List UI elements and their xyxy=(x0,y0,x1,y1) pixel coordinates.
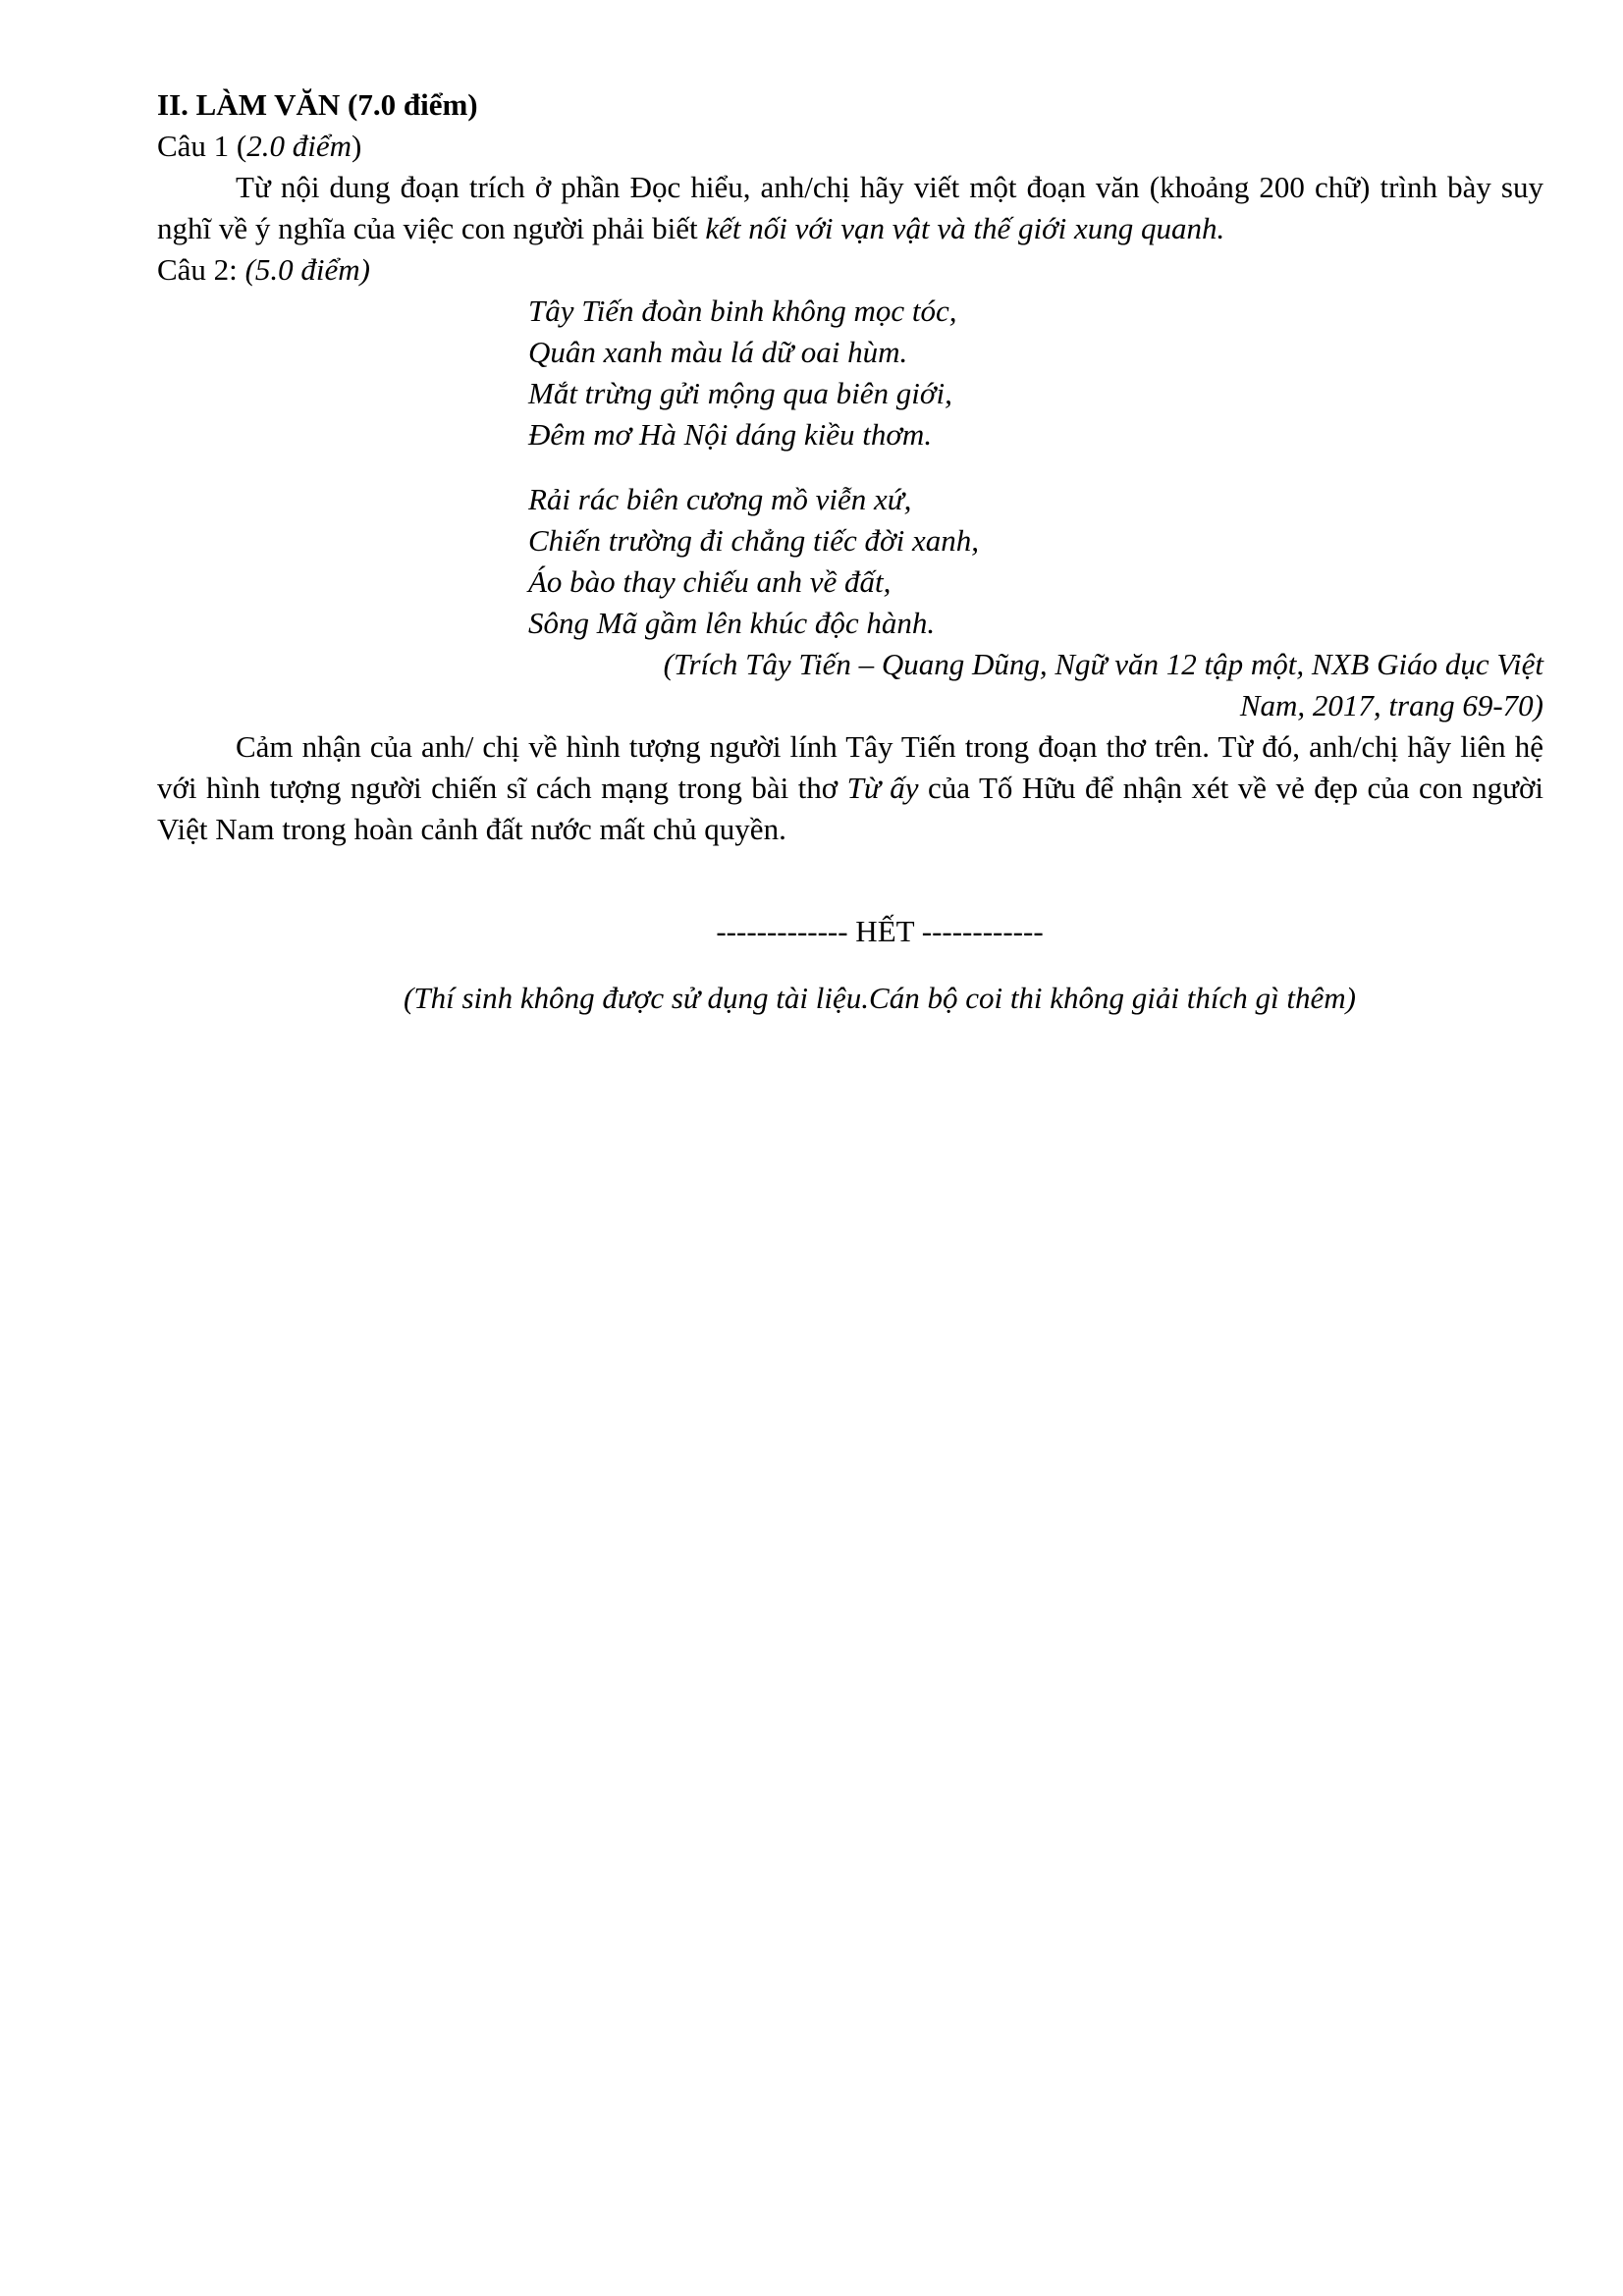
question-2-label-prefix: Câu 2: xyxy=(157,252,245,287)
question-2-points: (5.0 điểm) xyxy=(244,252,370,287)
question-1-label xyxy=(157,126,1543,167)
question-1-text xyxy=(157,167,1543,249)
poem-line: Sông Mã gầm lên khúc độc hành. xyxy=(528,606,936,640)
exam-page xyxy=(157,84,1543,1019)
footer-note: (Thí sinh không được sử dụng tài liệu.Cán bộ coi thi không giải thích gì thêm) xyxy=(404,981,1356,1015)
question-1-points: 2.0 điểm xyxy=(246,129,352,163)
poem-excerpt xyxy=(528,291,1543,644)
question-2-prompt-title: Từ ấy xyxy=(846,771,919,805)
poem-line: Mắt trừng gửi mộng qua biên giới, xyxy=(528,376,952,410)
question-1-text-start: Từ nội dung đoạn trích ở phần Đọc hiểu, anh/chị hãy viết một đoạn văn (khoảng 200 chữ) trình bày suy nghĩ về ý nghĩa của việc con người phải biết xyxy=(157,170,1543,245)
question-2-label xyxy=(157,249,1543,291)
question-2-prompt-end: của Tố Hữu để nhận xét về vẻ đẹp của con người Việt Nam trong hoàn cảnh đất nước mất chủ quyền. xyxy=(157,771,1543,846)
question-1-label-prefix: Câu 1 ( xyxy=(157,129,247,163)
poem-line: Chiến trường đi chẳng tiếc đời xanh, xyxy=(528,523,979,558)
question-1-text-emphasis: kết nối với vạn vật và thế giới xung quanh. xyxy=(705,211,1225,245)
poem-line: Rải rác biên cương mồ viễn xứ, xyxy=(528,482,912,516)
end-mark: ------------- HẾT ------------ xyxy=(716,914,1044,948)
section-title: II. LÀM VĂN (7.0 điểm) xyxy=(157,87,478,122)
question-2-prompt-start: Cảm nhận của anh/ chị về hình tượng người lính Tây Tiến trong đoạn thơ trên. Từ đó, anh/chị hãy liên hệ với hình tượng người chiến sĩ cách mạng trong bài thơ xyxy=(157,729,1543,805)
poem-line: Đêm mơ Hà Nội dáng kiều thơm. xyxy=(528,417,933,452)
poem-line: Tây Tiến đoàn binh không mọc tóc, xyxy=(528,294,957,328)
poem-source-citation: (Trích Tây Tiến – Quang Dũng, Ngữ văn 12 tập một, NXB Giáo dục Việt Nam, 2017, trang 69-70) xyxy=(663,647,1543,722)
poem-stanza-2 xyxy=(528,479,1543,644)
question-2-prompt xyxy=(157,726,1543,850)
poem-stanza-1 xyxy=(528,291,1543,455)
poem-line: Áo bào thay chiếu anh về đất, xyxy=(528,564,892,599)
poem-line: Quân xanh màu lá dữ oai hùm. xyxy=(528,335,908,369)
question-1-label-suffix: ) xyxy=(352,129,362,163)
